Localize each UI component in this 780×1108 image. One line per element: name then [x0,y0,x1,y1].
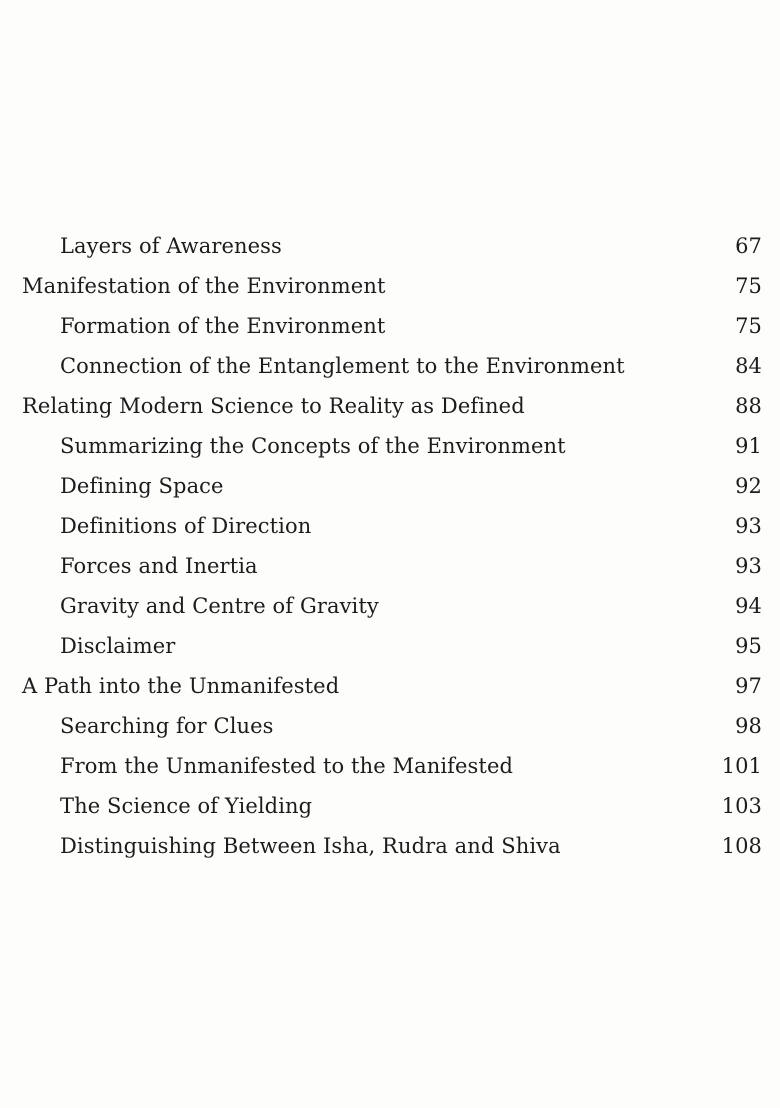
toc-entry-page: 75 [735,314,762,338]
toc-entry [0,466,780,506]
toc-entry-title: Disclaimer [60,634,176,658]
toc-entry [0,506,780,546]
toc-entry-title: Forces and Inertia [60,554,258,578]
toc-entry-title: The Science of Yielding [60,794,313,818]
toc-entry-page: 93 [735,514,762,538]
toc-entry [0,666,780,706]
table-of-contents [0,226,780,866]
toc-entry [0,786,780,826]
toc-entry-title: Searching for Clues [60,714,274,738]
toc-entry [0,586,780,626]
toc-entry-page: 91 [735,434,762,458]
toc-entry-title: Gravity and Centre of Gravity [60,594,379,618]
toc-entry-title: Manifestation of the Environment [22,274,386,298]
toc-entry-page: 88 [735,394,762,418]
toc-entry [0,826,780,866]
toc-entry-title: Summarizing the Concepts of the Environment [60,434,566,458]
toc-entry-title: Distinguishing Between Isha, Rudra and Shiva [60,834,561,858]
toc-entry [0,706,780,746]
toc-entry-title: A Path into the Unmanifested [22,674,340,698]
toc-entry [0,546,780,586]
toc-entry-title: Relating Modern Science to Reality as Defined [22,394,525,418]
toc-entry-page: 95 [735,634,762,658]
toc-entry-title: Definitions of Direction [60,514,312,538]
toc-entry [0,266,780,306]
toc-entry-page: 97 [735,674,762,698]
toc-entry-title: Formation of the Environment [60,314,386,338]
toc-entry-page: 94 [735,594,762,618]
toc-entry-page: 92 [735,474,762,498]
toc-entry [0,746,780,786]
toc-entry [0,226,780,266]
toc-entry [0,346,780,386]
toc-entry-page: 101 [721,754,762,778]
toc-entry-page: 84 [735,354,762,378]
toc-entry-title: Defining Space [60,474,224,498]
toc-entry-title: Connection of the Entanglement to the Environment [60,354,625,378]
toc-entry [0,626,780,666]
toc-entry-page: 67 [735,234,762,258]
toc-entry-page: 108 [721,834,762,858]
toc-entry [0,386,780,426]
toc-entry-page: 98 [735,714,762,738]
toc-entry-title: Layers of Awareness [60,234,282,258]
toc-entry [0,306,780,346]
toc-entry [0,426,780,466]
toc-entry-page: 93 [735,554,762,578]
toc-entry-page: 75 [735,274,762,298]
toc-entry-title: From the Unmanifested to the Manifested [60,754,514,778]
toc-entry-page: 103 [721,794,762,818]
